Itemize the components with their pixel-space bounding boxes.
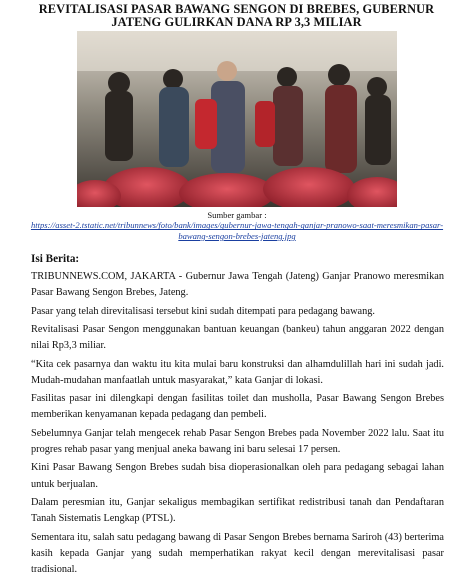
article-paragraph: TRIBUNNEWS.COM, JAKARTA - Gubernur Jawa Tengah (Jateng) Ganjar Pranowo meresmikan Pasar Bawang Sengon Brebes, Jateng. [31, 271, 444, 299]
article-paragraph: Revitalisasi Pasar Sengon menggunakan bantuan keuangan (bankeu) tahun anggaran 2022 dengan nilai Rp3,3 miliar. [31, 323, 444, 352]
image-caption [24, 210, 450, 241]
article-paragraph: Sementara itu, salah satu pedagang bawang di Pasar Sengon Brebes bernama Sariroh (43) berterima kasih kepada Ganjar yang sudah memperhatikan rakyat kecil dengan merevitalisasi pasar tradisional. [31, 531, 444, 575]
article-paragraph: Pasar yang telah direvitalisasi tersebut kini sudah ditempati para pedagang bawang. [31, 305, 375, 317]
article-paragraph: Fasilitas pasar ini dilengkapi dengan fasilitas toilet dan musholla, Pasar Bawang Sengon Brebes memberikan kenyamanan kepada pedagang dan pembeli. [31, 393, 444, 421]
news-photo [77, 31, 397, 207]
article-paragraph: Dalam peresmian itu, Ganjar sekaligus membagikan sertifikat redistribusi tanah dan Pendaftaran Tanah Sistematis Lengkap (PTSL). [31, 496, 444, 525]
image-source-link[interactable]: https://asset-2.tstatic.net/tribunnews/foto/bank/images/gubernur-jawa-tengah-ganjar-pranowo-saat-meresmikan-pasar-bawang-sengon-brebes-jateng.jpg [30, 220, 444, 241]
section-heading: Isi Berita: [31, 253, 80, 265]
article-paragraph: Kini Pasar Bawang Sengon Brebes sudah bisa dioperasionalkan oleh para pedagang sebagai lahan untuk berjualan. [31, 462, 444, 490]
article-paragraph: Sebelumnya Ganjar telah mengecek rehab Pasar Sengon Brebes pada November 2022 lalu. Saat itu progres rehab pasar yang menjual aneka bawang ini baru selesai 17 persen. [31, 427, 444, 455]
article-paragraph: “Kita cek pasarnya dan waktu itu kita mulai baru konstruksi dan alhamdulillah hari ini sudah jadi. Mudah-mudahan manfaatlah untuk masyarakat,” kata Ganjar di lokasi. [31, 358, 444, 386]
article-title: REVITALISASI PASAR BAWANG SENGON DI BREBES, GUBERNUR JATENG GULIRKAN DANA RP 3,3 MILIAR [38, 2, 435, 30]
article-body [31, 269, 444, 580]
image-caption-label: Sumber gambar : [207, 210, 267, 220]
